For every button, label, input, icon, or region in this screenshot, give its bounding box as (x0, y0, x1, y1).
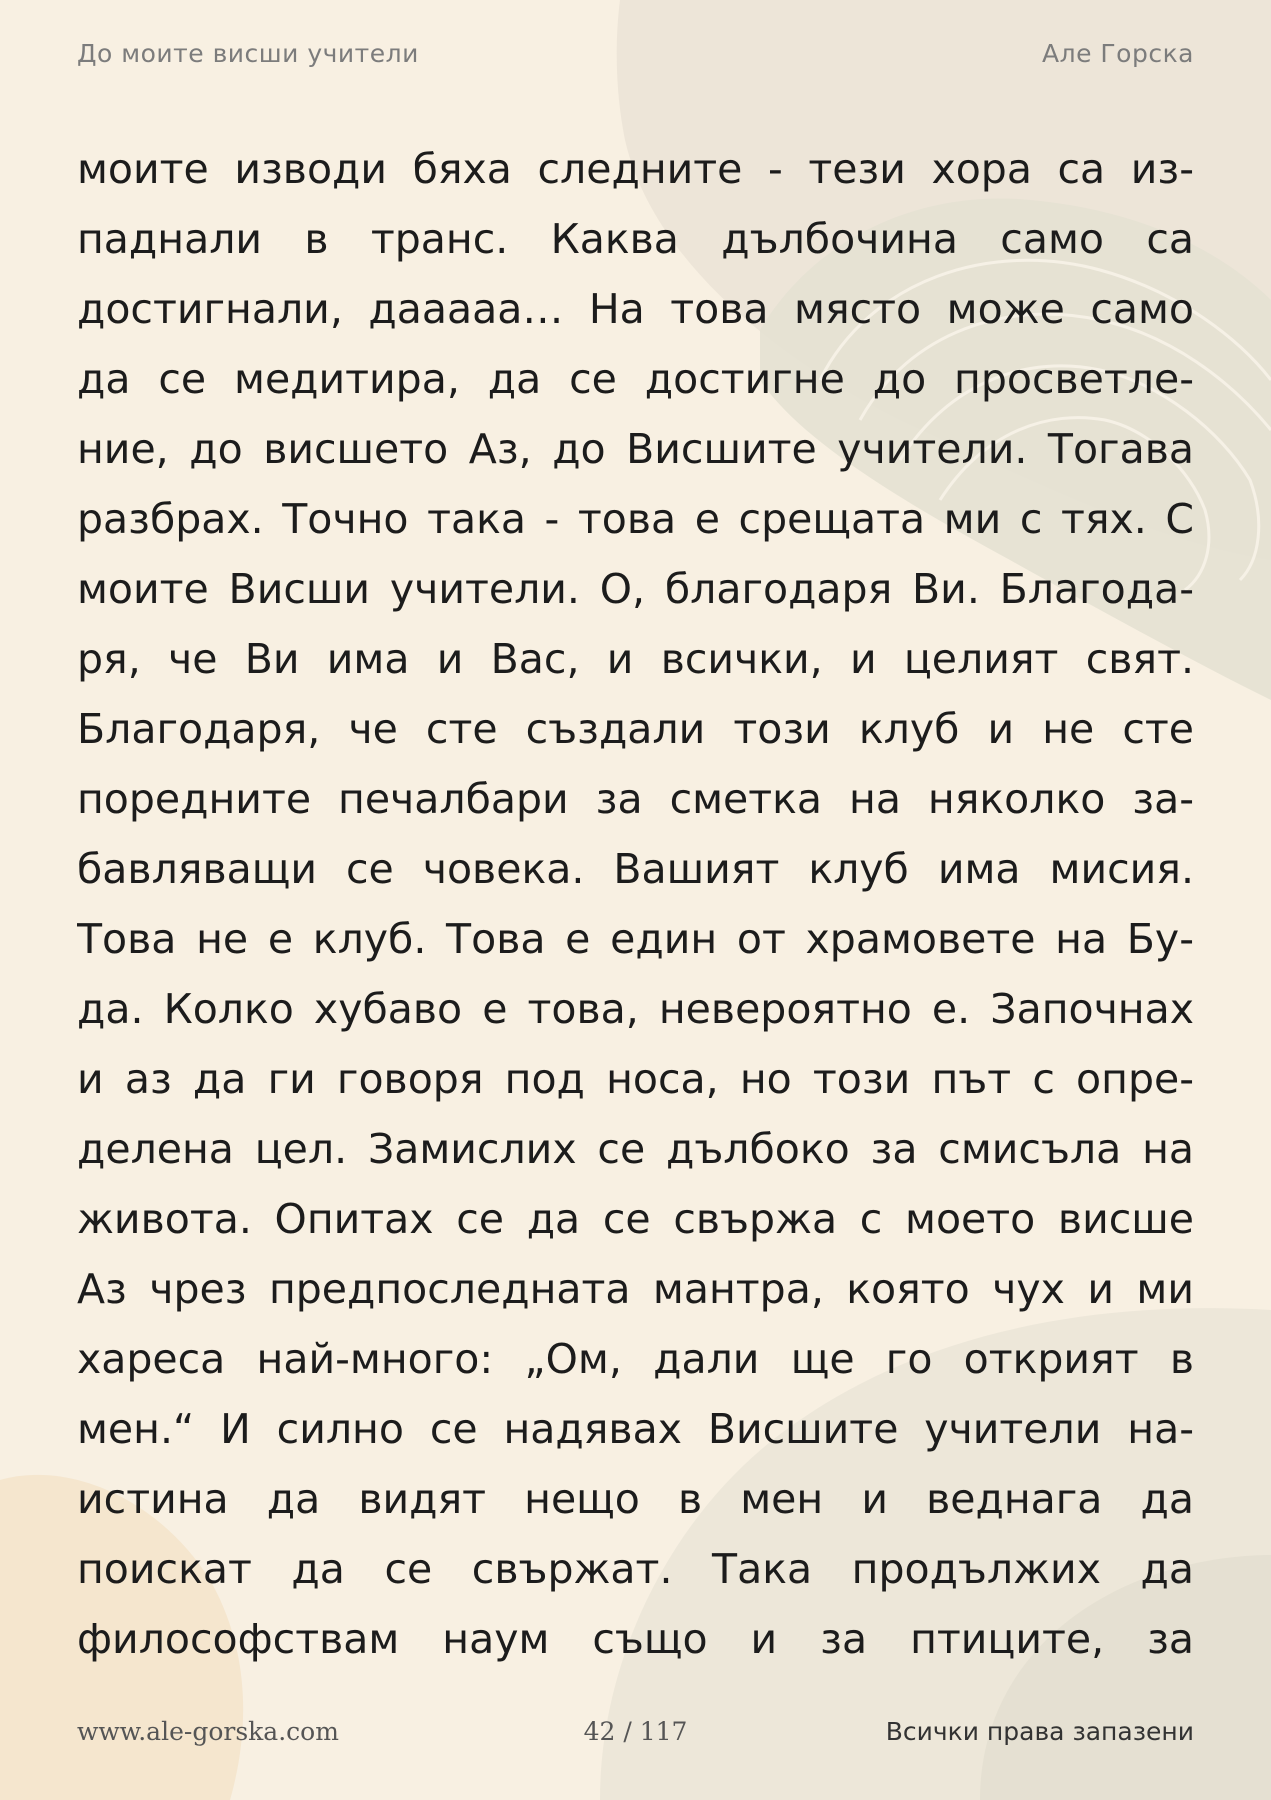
page-footer (77, 1713, 1194, 1749)
text-line: Аз чрез предпоследната мантра, която чух и ми (77, 1265, 1194, 1313)
text-line: Благодаря, че сте създали този клуб и не сте (77, 705, 1194, 753)
text-line: моите Висши учители. О, благодаря Ви. Благода- (77, 565, 1194, 613)
page-number: 42 / 117 (583, 1716, 688, 1746)
text-line: бавляващи се човека. Вашият клуб има мисия. (77, 845, 1194, 893)
text-line: Това не е клуб. Това е един от храмовете на Бу- (77, 915, 1194, 963)
text-line: да се медитира, да се достигне до просветле- (77, 355, 1194, 403)
book-title: До моите висши учители (77, 38, 419, 68)
text-line: хареса най-много: „Ом, дали ще го открият в (77, 1335, 1194, 1383)
text-line: поредните печалбари за сметка на няколко за- (77, 775, 1194, 823)
body-text (77, 134, 1194, 1674)
text-line: паднали в транс. Каква дълбочина само са (77, 215, 1194, 263)
text-line: делена цел. Замислих се дълбоко за смисъла на (77, 1125, 1194, 1173)
text-line: моите изводи бяха следните - тези хора са из- (77, 145, 1194, 193)
author-name: Але Горска (1042, 38, 1194, 68)
text-line: философствам наум също и за птиците, за (77, 1615, 1194, 1663)
text-line: истина да видят нещо в мен и веднага да (77, 1475, 1194, 1523)
page-header (77, 36, 1194, 70)
text-line: ние, до висшето Аз, до Висшите учители. Тогава (77, 425, 1194, 473)
copyright-notice: Всички права запазени (885, 1716, 1194, 1746)
text-line: ря, че Ви има и Вас, и всички, и целият свят. (77, 635, 1194, 683)
text-line: да. Колко хубаво е това, невероятно е. Започнах (77, 985, 1194, 1033)
text-line: мен.“ И силно се надявах Висшите учители на- (77, 1405, 1194, 1453)
text-line: достигнали, даааaa… На това място може само (77, 285, 1194, 333)
text-line: поискат да се свържат. Така продължих да (77, 1545, 1194, 1593)
website-link[interactable]: www.ale-gorska.com (77, 1716, 339, 1746)
text-line: живота. Опитах се да се свържа с моето висше (77, 1195, 1194, 1243)
text-line: и аз да ги говоря под носа, но този път с опре- (77, 1055, 1194, 1103)
text-line: разбрах. Точно така - това е срещата ми с тях. С (77, 495, 1194, 543)
